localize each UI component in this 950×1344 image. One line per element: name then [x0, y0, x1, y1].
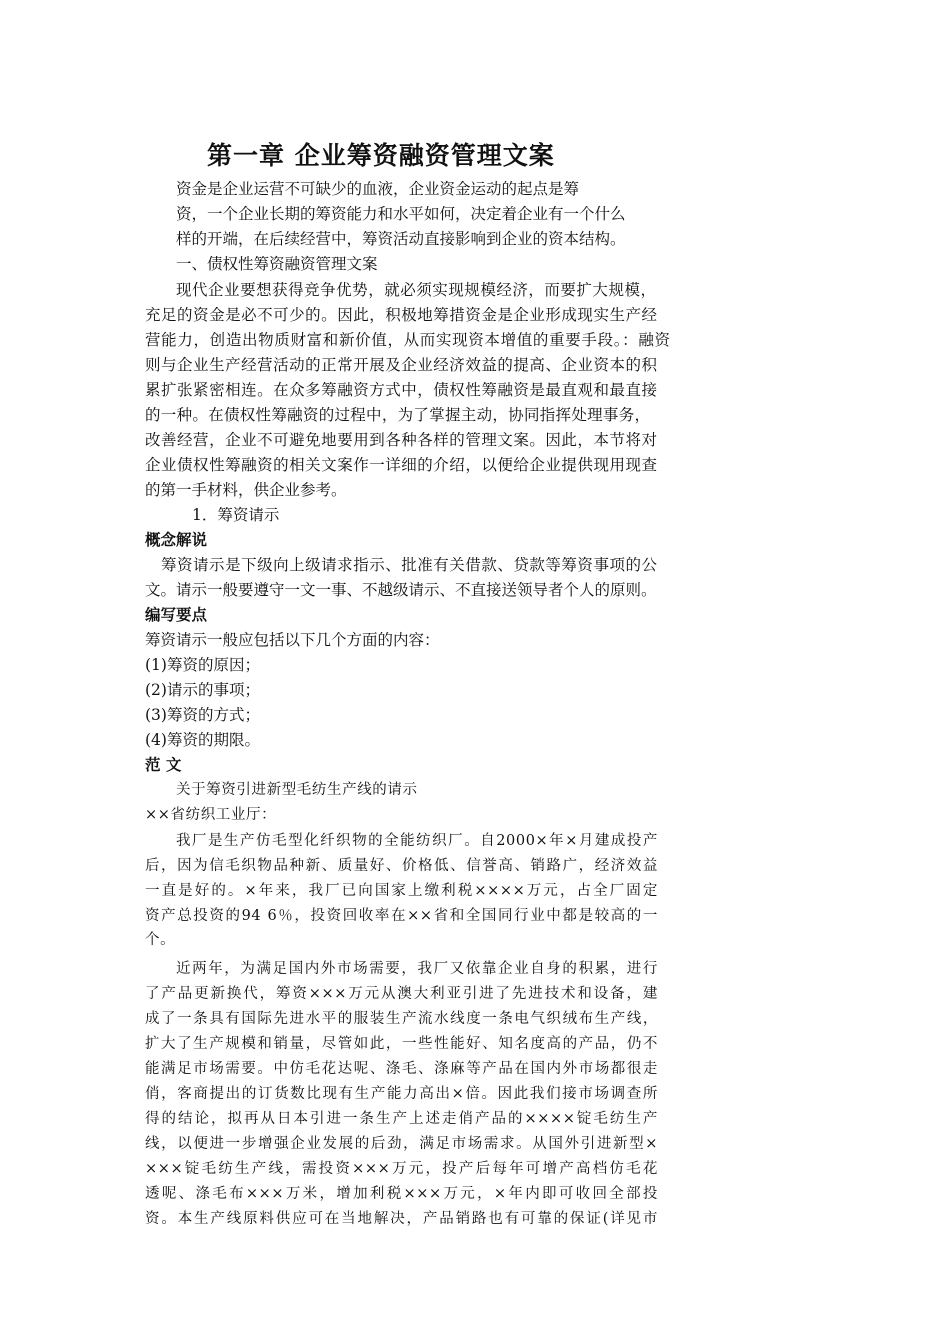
sample-recipient: ××省纺织工业厅：: [145, 807, 277, 823]
concept-line: 文。请示一般要遵守一文一事、不越级请示、不直接送领导者个人的原则。: [145, 581, 657, 599]
writing-point: (1)筹资的原因；: [145, 656, 260, 674]
sample-line: 资。本生产线原料供应可在当地解决，产品销路也有可靠的保证(详见市: [145, 1211, 658, 1227]
intro-line: 样的开端，在后续经营中，筹资活动直接影响到企业的资本结构。: [176, 230, 626, 248]
writing-point: (3)筹资的方式；: [145, 706, 260, 724]
sample-line: 后，因为信毛织物品种新、质量好、价格低、信誉高、销路广，经济效益: [145, 858, 658, 874]
section-heading: 一、债权性筹资融资管理文案: [176, 255, 378, 273]
chapter-title: 第一章 企业筹资融资管理文案: [207, 141, 555, 170]
sample-line: 成了一条具有国际先进水平的服装生产流水线度一条电气织绒布生产线，: [145, 1011, 658, 1027]
paragraph-line: 则与企业生产经营活动的正常开展及企业经济效益的提高、企业资本的积: [145, 356, 657, 374]
sample-line: 个。: [145, 932, 176, 948]
writing-heading: 编写要点: [145, 606, 208, 624]
paragraph-line: 的一种。在债权性筹融资的过程中，为了掌握主动，协同指挥处理事务，: [145, 406, 650, 424]
paragraph-line: 的第一手材料，供企业参考。: [145, 481, 347, 499]
writing-point: (4)筹资的期限。: [145, 731, 260, 749]
paragraph-line: 现代企业要想获得竞争优势，就必须实现规模经济，而要扩大规模，: [176, 281, 656, 299]
intro-line: 资，一个企业长期的筹资能力和水平如何，决定着企业有一个什么: [176, 205, 626, 223]
sample-line: 扩大了生产规模和销量，尽管如此，一些性能好、知名度高的产品，仍不: [145, 1036, 658, 1052]
item-heading: 1．筹资请示: [192, 506, 280, 524]
sample-line: 俏，客商提出的订货数比现有生产能力高出×倍。因此我们接市场调查所: [145, 1086, 658, 1102]
concept-line: 筹资请示是下级向上级请求指示、批准有关借款、贷款等筹资事项的公: [161, 556, 657, 574]
sample-line: ×××锭毛纺生产线，需投资×××万元，投产后每年可增产高档仿毛花: [145, 1161, 658, 1177]
sample-heading: 范 文: [145, 756, 182, 774]
sample-line: 了产品更新换代，筹资×××万元从澳大利亚引进了先进技术和设备，建: [145, 986, 658, 1002]
concept-heading: 概念解说: [145, 531, 208, 549]
paragraph-line: 营能力，创造出物质财富和新价值，从而实现资本增值的重要手段。：融资: [145, 331, 670, 349]
sample-line: 得的结论，拟再从日本引进一条生产上述走俏产品的××××锭毛纺生产: [145, 1111, 658, 1127]
sample-line: 资产总投资的94 6％，投资回收率在××省和全国同行业中都是较高的一: [145, 908, 658, 924]
paragraph-line: 企业债权性筹融资的相关文案作一详细的介绍，以便给企业提供现用现查: [145, 456, 657, 474]
sample-line: 一直是好的。×年来，我厂已向国家上缴利税××××万元，占全厂固定: [145, 883, 658, 899]
sample-line: 能满足市场需要。中仿毛花达呢、涤毛、涤麻等产品在国内外市场都很走: [145, 1061, 658, 1077]
sample-line: 近两年，为满足国内外市场需要，我厂又依靠企业自身的积累，进行: [176, 961, 658, 977]
intro-line: 资金是企业运营不可缺少的血液，企业资金运动的起点是筹: [176, 180, 580, 198]
paragraph-line: 累扩张紧密相连。在众多筹融资方式中，债权性筹融资是最直观和最直接: [145, 381, 657, 399]
sample-title: 关于筹资引进新型毛纺生产线的请示: [176, 782, 418, 798]
writing-intro: 筹资请示一般应包括以下几个方面的内容：: [145, 631, 440, 649]
sample-line: 我厂是生产仿毛型化纤织物的全能纺织厂。自2000×年×月建成投产: [176, 833, 658, 849]
paragraph-line: 充足的资金是必不可少的。因此，积极地筹措资金是企业形成现实生产经: [145, 306, 657, 324]
sample-line: 透呢、涤毛布×××万米，增加利税×××万元，×年内即可收回全部投: [145, 1186, 658, 1202]
paragraph-line: 改善经营，企业不可避免地要用到各种各样的管理文案。因此，本节将对: [145, 431, 657, 449]
sample-line: 线，以便进一步增强企业发展的后劲，满足市场需求。从国外引进新型×: [145, 1136, 658, 1152]
writing-point: (2)请示的事项；: [145, 681, 260, 699]
